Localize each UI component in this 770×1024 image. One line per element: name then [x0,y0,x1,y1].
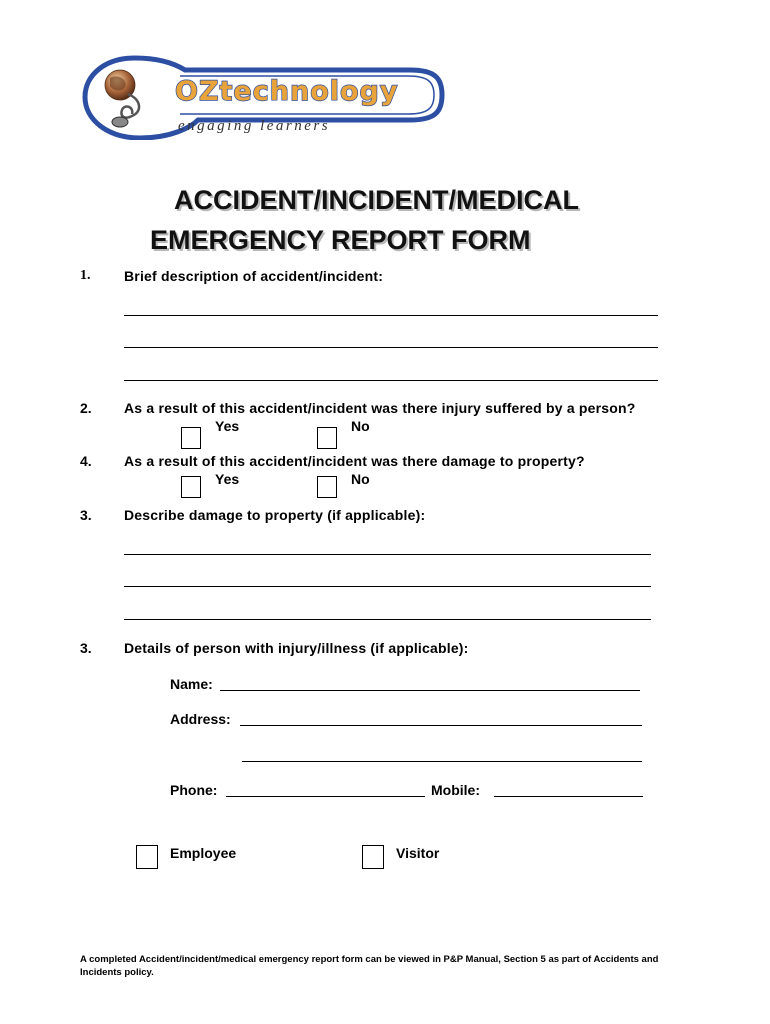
mobile-label: Mobile: [431,782,480,798]
section-3a-label: Describe damage to property (if applicable): [124,507,426,523]
mobile-field[interactable] [494,796,643,797]
section-3a-number: 3. [80,507,92,523]
section-3b-label: Details of person with injury/illness (if applicable): [124,640,469,656]
section-2-label: As a result of this accident/incident was there injury suffered by a person? [124,400,636,416]
description-line-3[interactable] [124,380,658,381]
address-field-1[interactable] [240,725,642,726]
damage-yes-checkbox[interactable] [181,476,201,498]
form-title-line1: ACCIDENT/INCIDENT/MEDICAL [174,185,579,215]
name-field[interactable] [220,690,640,691]
footer-note: A completed Accident/incident/medical emergency report form can be viewed in P&P Manual, Section 5 as part of Accidents and Incidents policy. [80,954,659,978]
brand-text: OZtechnology [175,76,399,107]
injury-no-checkbox[interactable] [317,427,337,449]
section-4-label: As a result of this accident/incident was there damage to property? [124,453,585,469]
address-label: Address: [170,711,231,727]
phone-label: Phone: [170,782,218,798]
visitor-label: Visitor [396,845,440,861]
name-label: Name: [170,676,213,692]
phone-field[interactable] [226,796,425,797]
section-1-number: 1. [80,268,91,283]
form-title [150,180,650,260]
employee-label: Employee [170,845,237,861]
damage-line-3[interactable] [124,619,651,620]
oztechnology-logo [80,50,450,140]
section-4-number: 4. [80,453,92,469]
description-line-2[interactable] [124,347,658,348]
damage-no-checkbox[interactable] [317,476,337,498]
description-line-1[interactable] [124,315,658,316]
section-2-number: 2. [80,400,92,416]
injury-no-label: No [351,418,370,434]
section-1-label: Brief description of accident/incident: [124,268,384,284]
damage-yes-label: Yes [215,471,240,487]
tagline-text: engaging learners [178,118,331,134]
injury-yes-checkbox[interactable] [181,427,201,449]
address-field-2[interactable] [242,761,642,762]
damage-line-2[interactable] [124,586,651,587]
form-title-line2: EMERGENCY REPORT FORM [150,225,531,255]
employee-checkbox[interactable] [136,845,158,869]
section-3b-number: 3. [80,640,92,656]
damage-no-label: No [351,471,370,487]
damage-line-1[interactable] [124,554,651,555]
injury-yes-label: Yes [215,418,240,434]
visitor-checkbox[interactable] [362,845,384,869]
